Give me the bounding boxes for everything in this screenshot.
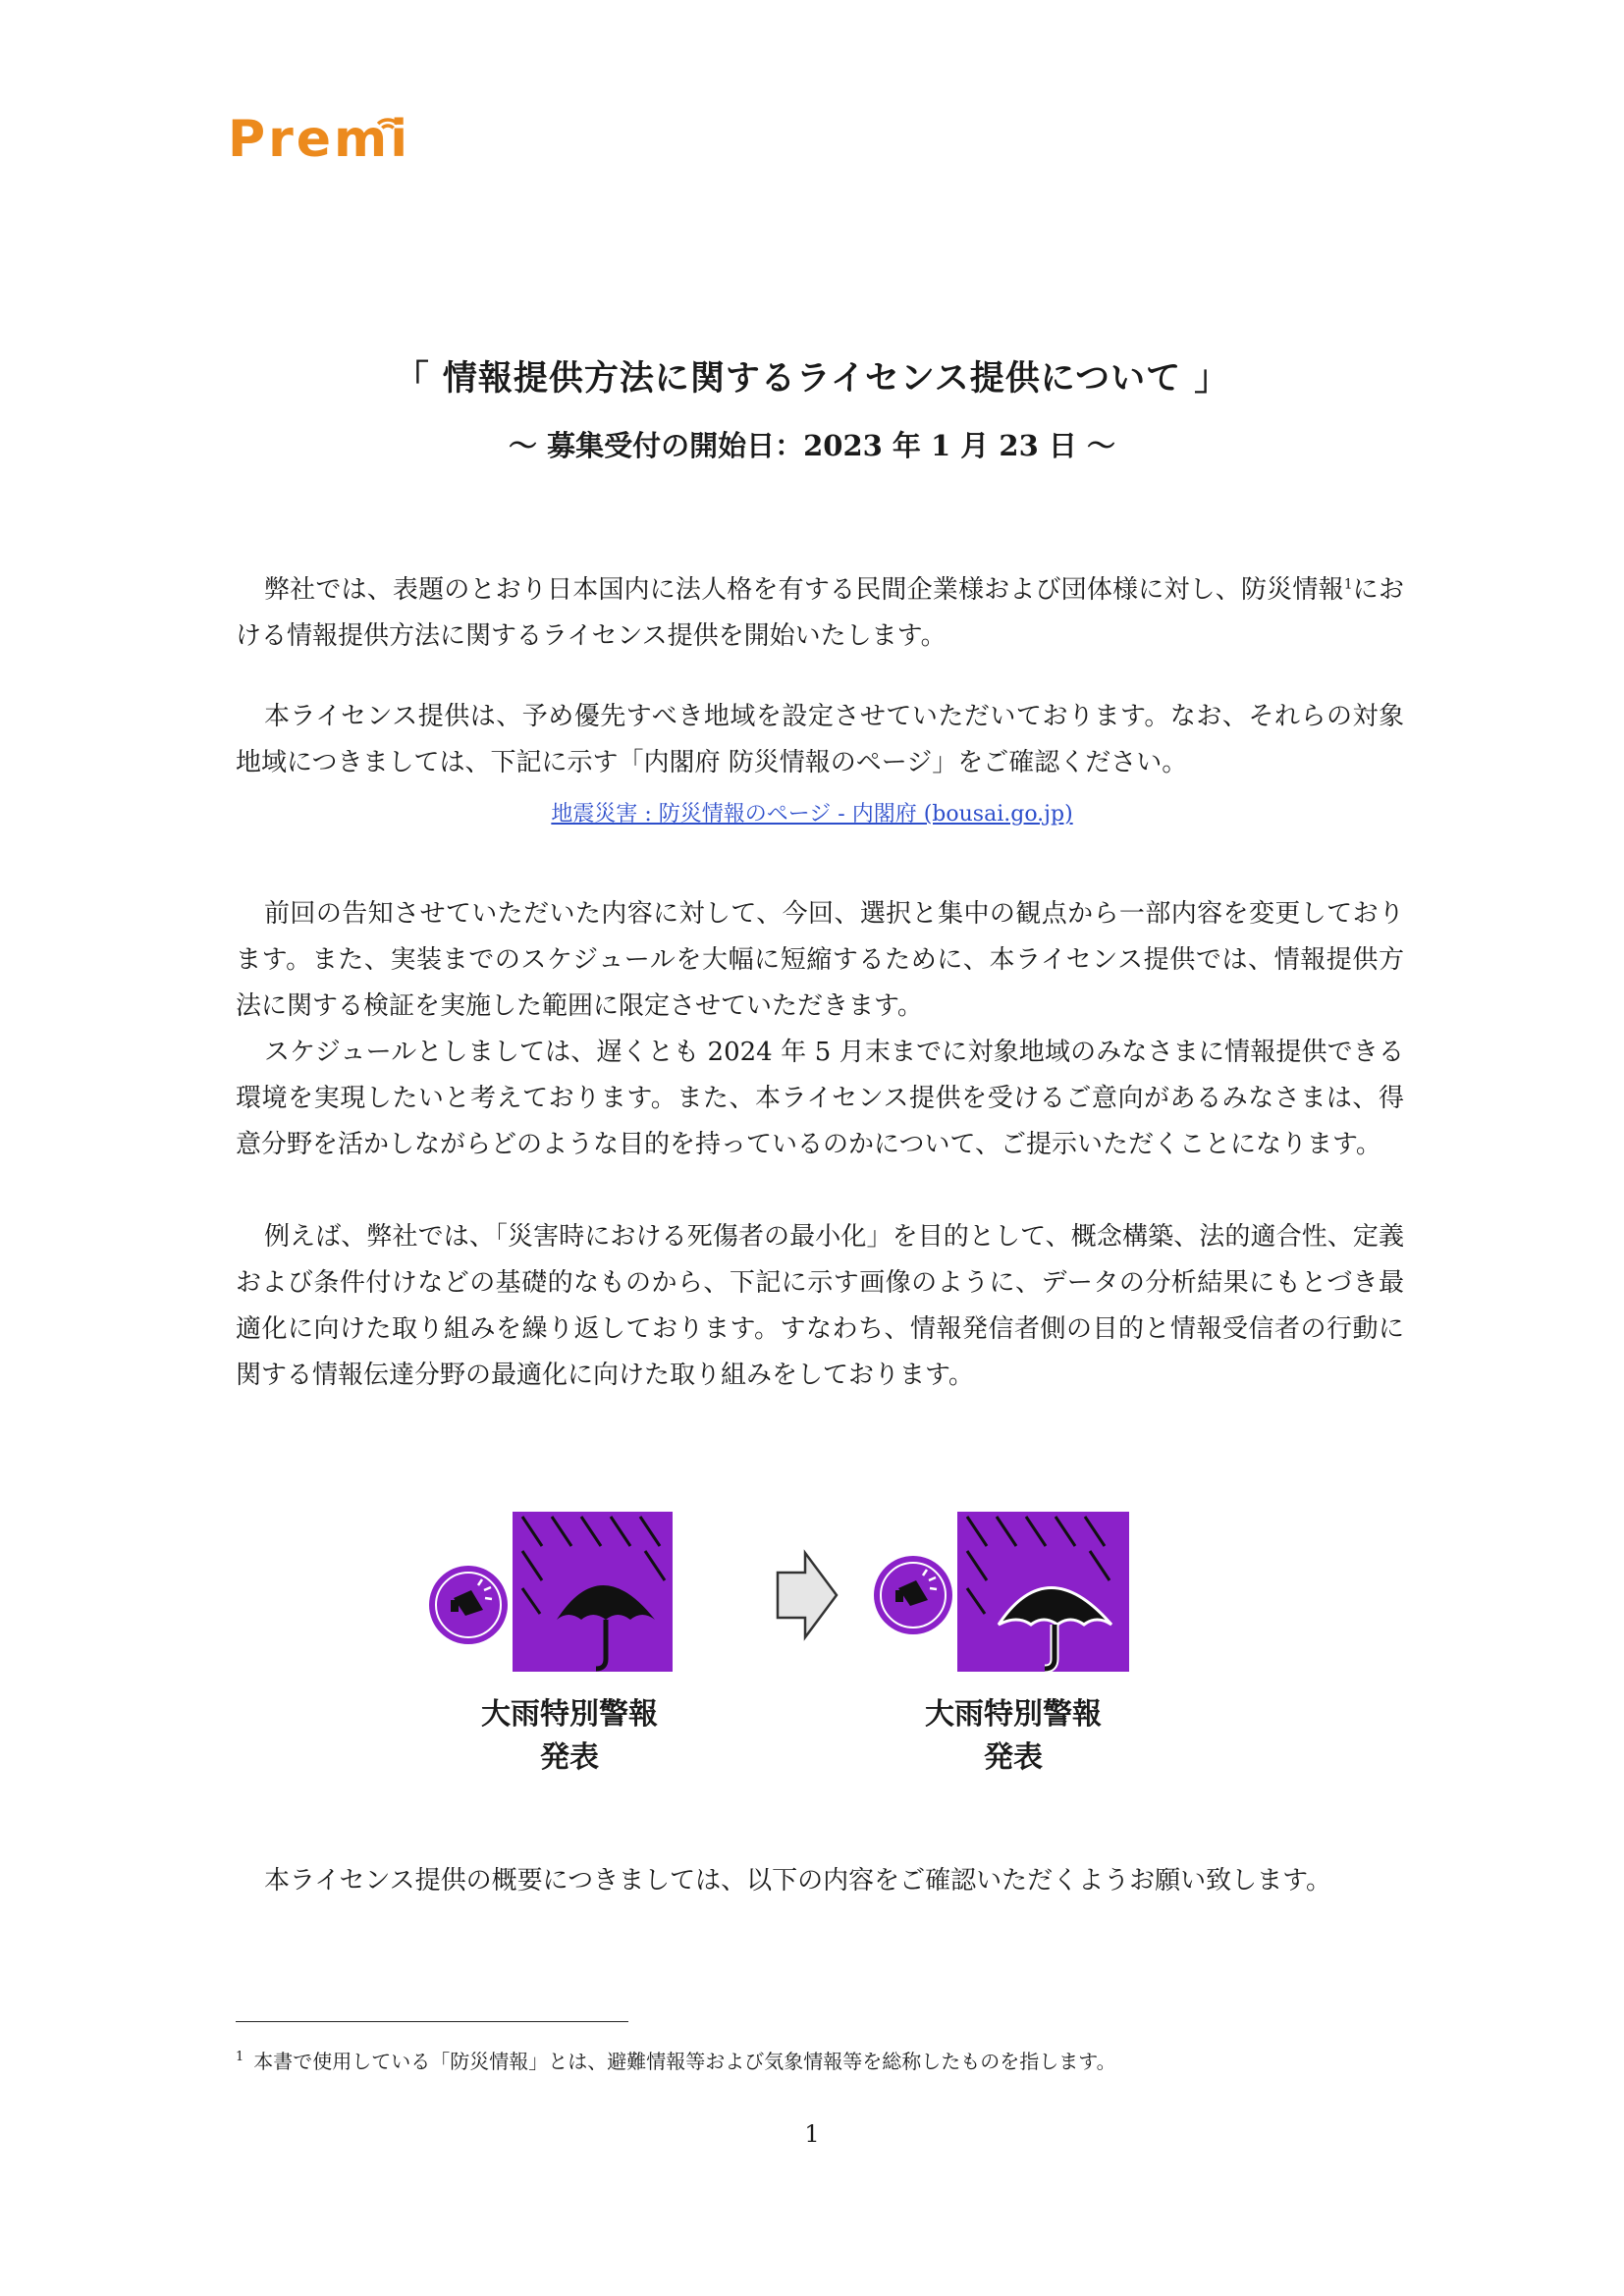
warning-icons-diagram: [424, 1512, 1151, 1688]
heavy-rain-umbrella-icon-left: [513, 1512, 673, 1672]
intro-text-1a: 弊社では、表題のとおり日本国内に法人格を有する民間企業様および団体様に対し、防災情報: [264, 575, 1344, 605]
right-caption-line1: 大雨特別警報: [925, 1697, 1102, 1732]
left-caption-line1: 大雨特別警報: [481, 1697, 658, 1732]
signal-waves-icon: [371, 110, 405, 143]
right-figure-caption: [895, 1693, 1131, 1780]
footnote-reference[interactable]: 1: [1343, 576, 1353, 593]
footnote-text: 本書で使用している「防災情報」とは、避難情報等および気象情報等を総称したものを指します。: [253, 2050, 1116, 2073]
megaphone-icon-right: [874, 1556, 952, 1634]
intro-paragraph-1: [236, 567, 1404, 660]
closing-paragraph: 本ライセンス提供の概要につきましては、以下の内容をご確認いただくようお願い致します。: [264, 1866, 1332, 1896]
intro-text-1b: における情報提供方法に関するライセンス提供を開始いたします。: [236, 575, 1404, 651]
right-caption-line2: 発表: [984, 1740, 1043, 1775]
megaphone-icon-left: [429, 1566, 508, 1644]
body-paragraph-3: 例えば、弊社では、「災害時における死傷者の最小化」を目的として、概念構築、法的適合性、定義および条件付けなどの基礎的なものから、下記に示す画像のように、データの分析結果にもとづき最適化に向けた取り組みを繰り返しております。すなわち、情報発信者側の目的と情報受信者の行動に関する情報伝達分野の最適化に向けた取り組みをしております。: [236, 1222, 1404, 1390]
warning-icon-figure: [424, 1512, 1151, 1692]
body-paragraph-2: スケジュールとしましては、遅くとも 2024 年 5 月末までに対象地域のみなさまに情報提供できる環境を実現したいと考えております。また、本ライセンス提供を受けるご意向があるみなさまは、得意分野を活かしながらどのような目的を持っているのかについて、ご提示いただくことになります。: [236, 1038, 1404, 1159]
page-title: 「 情報提供方法に関するライセンス提供について 」: [394, 358, 1230, 399]
page-number: 1: [804, 2120, 820, 2148]
heavy-rain-umbrella-icon-right: [957, 1512, 1129, 1672]
footnote: [236, 2046, 1116, 2074]
left-figure-caption: [452, 1693, 687, 1780]
footnote-number: 1: [236, 2050, 244, 2065]
body-paragraph-1: 前回の告知させていただいた内容に対して、今回、選択と集中の観点から一部内容を変更しております。また、実装までのスケジュールを大幅に短縮するために、本ライセンス提供では、情報提供方法に関する検証を実施した範囲に限定させていただきます。: [236, 899, 1404, 1021]
premi-logo: Premi: [228, 110, 411, 169]
page-subtitle: 〜 募集受付の開始日：2023 年 1 月 23 日 〜: [509, 429, 1115, 462]
footnote-divider: [236, 2021, 628, 2022]
left-caption-line2: 発表: [540, 1740, 599, 1775]
intro-paragraph-2: 本ライセンス提供は、予め優先すべき地域を設定させていただいております。なお、それらの対象地域につきましては、下記に示す「内閣府 防災情報のページ」をご確認ください。: [236, 702, 1404, 777]
cabinet-office-link[interactable]: 地震災害 : 防災情報のページ - 内閣府 (bousai.go.jp): [551, 802, 1073, 827]
transition-arrow-icon: [778, 1553, 837, 1637]
